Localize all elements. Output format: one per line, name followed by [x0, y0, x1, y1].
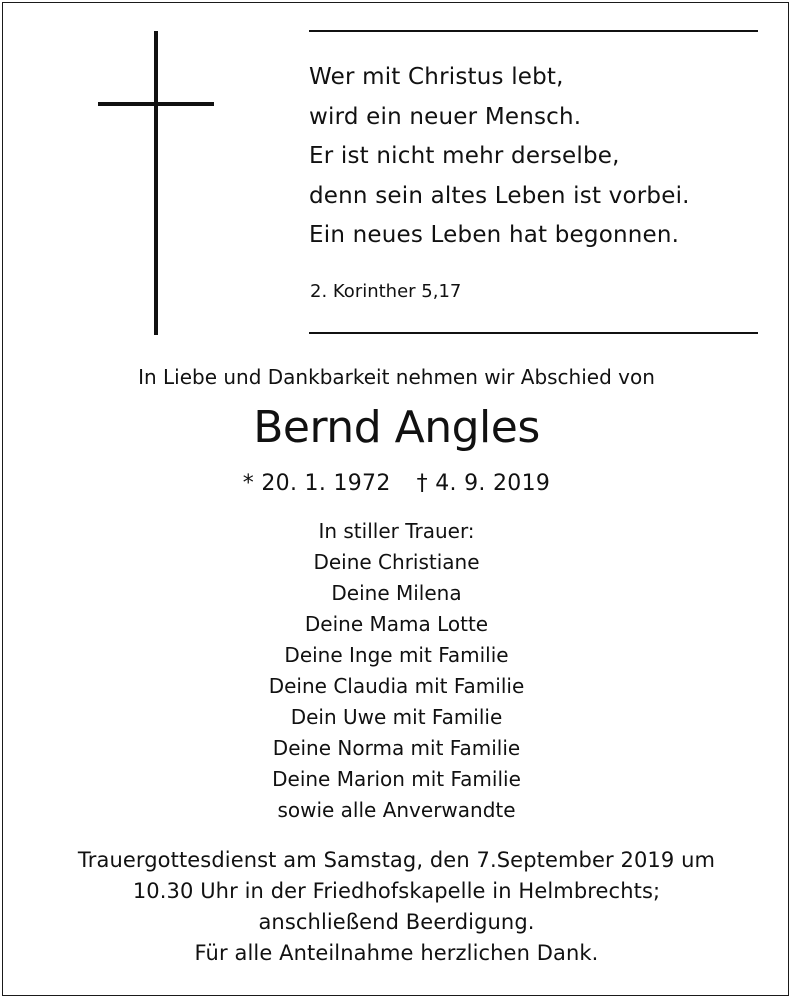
mourner-name: sowie alle Anverwandte [277, 798, 516, 822]
death-date: † 4. 9. 2019 [416, 471, 551, 496]
bible-verse [309, 58, 769, 256]
service-line: Trauergottesdienst am Samstag, den 7.September 2019 um [77, 848, 716, 872]
life-dates [0, 469, 793, 499]
mourner-name: Deine Milena [331, 581, 462, 605]
verse-line: Ein neues Leben hat begonnen. [309, 222, 680, 248]
deceased-name: Bernd Angles [253, 402, 540, 453]
service-line: 10.30 Uhr in der Friedhofskapelle in Helmbrechts; [132, 879, 661, 903]
mourner-name: Deine Christiane [313, 550, 480, 574]
verse-line: Wer mit Christus lebt, [309, 64, 564, 90]
mourner-name: Deine Mama Lotte [304, 612, 489, 636]
cross-horizontal-bar [98, 102, 214, 106]
verse-line: Er ist nicht mehr derselbe, [309, 143, 620, 169]
mourner-name: Deine Claudia mit Familie [268, 674, 525, 698]
cross-vertical-bar [154, 31, 158, 335]
mourner-name: Deine Inge mit Familie [284, 643, 509, 667]
verse-line: denn sein altes Leben ist vorbei. [309, 182, 690, 209]
service-details [0, 845, 793, 969]
birth-date: * 20. 1. 1972 [242, 471, 391, 496]
verse-line: wird ein neuer Mensch. [309, 103, 582, 130]
mourner-name: Deine Marion mit Familie [272, 767, 521, 791]
verse-reference: 2. Korinther 5,17 [310, 281, 462, 302]
mourner-name: Deine Norma mit Familie [272, 736, 521, 760]
mourners-heading: In stiller Trauer: [318, 519, 475, 543]
thanks-line: Für alle Anteilnahme herzlichen Dank. [194, 941, 599, 965]
intro-text: In Liebe und Dankbarkeit nehmen wir Abschied von [138, 365, 655, 389]
mourners-list [0, 516, 793, 826]
service-line: anschließend Beerdigung. [258, 910, 535, 934]
verse-top-rule [309, 30, 758, 32]
mourner-name: Dein Uwe mit Familie [290, 705, 503, 729]
verse-bottom-rule [309, 332, 758, 334]
